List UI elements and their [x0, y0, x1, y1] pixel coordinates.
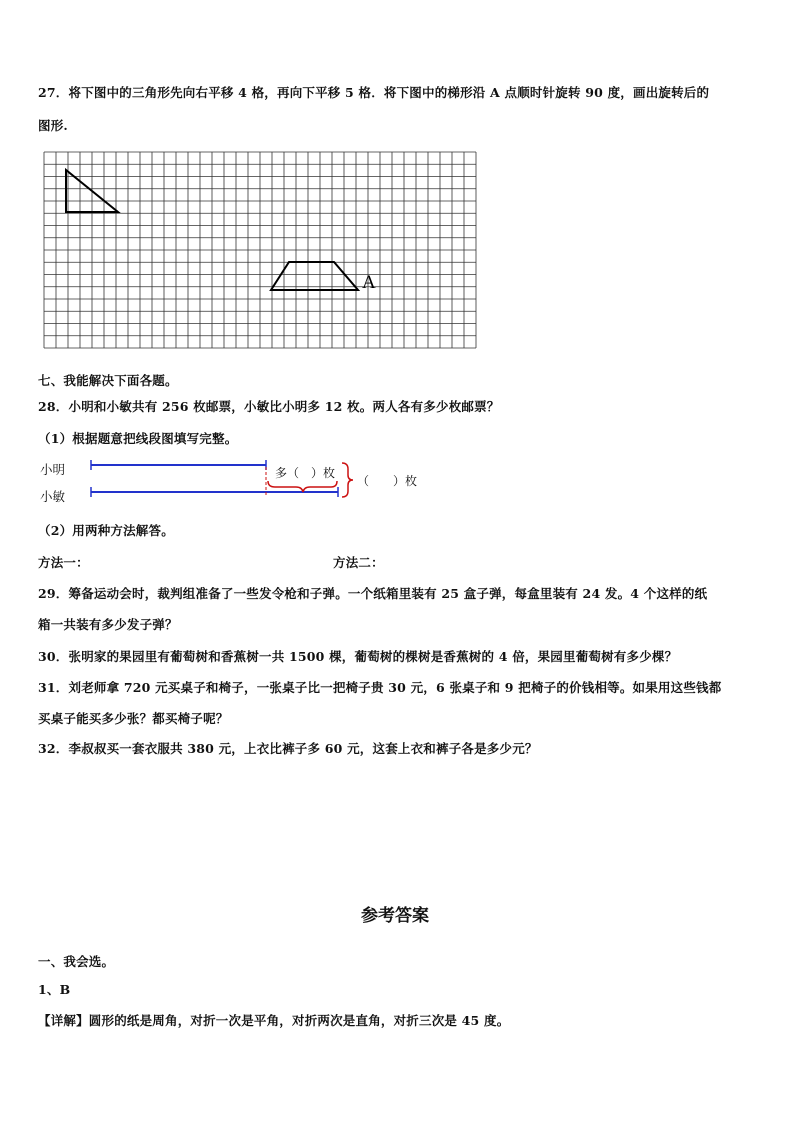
point-a-label: A	[362, 272, 376, 293]
grid-figure	[44, 152, 484, 352]
method-two-label: 方法二：	[333, 555, 384, 570]
answers-title: 参考答案	[361, 906, 429, 926]
segment-label-xiaomin: 小敏	[40, 489, 66, 504]
method-one-label: 方法一：	[38, 555, 89, 570]
q32-text: 32．李叔叔买一套衣服共 380 元，上衣比裤子多 60 元，这套上衣和裤子各是多少元？	[38, 741, 538, 756]
q28-text: 28．小明和小敏共有 256 枚邮票，小敏比小明多 12 枚。两人各有多少枚邮票？	[38, 399, 500, 414]
q31-line2: 买桌子能买多少张？都买椅子呢？	[38, 711, 229, 726]
more-brace	[268, 481, 337, 492]
grid-lines	[44, 152, 476, 348]
q29-line2: 箱一共装有多少发子弹？	[38, 617, 178, 632]
total-label: （ ）枚	[357, 474, 418, 488]
more-label: 多（ ）枚	[275, 466, 336, 480]
q28-sub2: （2）用两种方法解答。	[38, 523, 174, 538]
answers-section-1: 一、我会选。	[38, 954, 115, 969]
section-7-heading: 七、我能解决下面各题。	[38, 373, 178, 388]
q31-line1: 31．刘老师拿 720 元买桌子和椅子，一张桌子比一把椅子贵 30 元，6 张桌子和 9 把椅子的价钱相等。如果用这些钱都	[38, 680, 722, 695]
q28-sub1: （1）根据题意把线段图填写完整。	[38, 431, 238, 446]
q29-line1: 29．筹备运动会时，裁判组准备了一些发令枪和子弹。一个纸箱里装有 25 盒子弹，每盒里装有 24 发。4 个这样的纸	[38, 586, 708, 601]
total-brace	[342, 463, 353, 497]
q30-text: 30．张明家的果园里有葡萄树和香蕉树一共 1500 棵，葡萄树的棵树是香蕉树的 4 倍，果园里葡萄树有多少棵？	[38, 649, 678, 664]
q27-line1: 27．将下图中的三角形先向右平移 4 格，再向下平移 5 格．将下图中的梯形沿 A 点顺时针旋转 90 度，画出旋转后的	[38, 85, 710, 100]
answer-1: 1、B	[38, 982, 71, 997]
q27-line2: 图形.	[38, 118, 68, 133]
segment-label-xiaoming: 小明	[40, 462, 66, 477]
answer-1-detail: 【详解】圆形的纸是周角，对折一次是平角，对折两次是直角，对折三次是 45 度。	[38, 1013, 510, 1028]
